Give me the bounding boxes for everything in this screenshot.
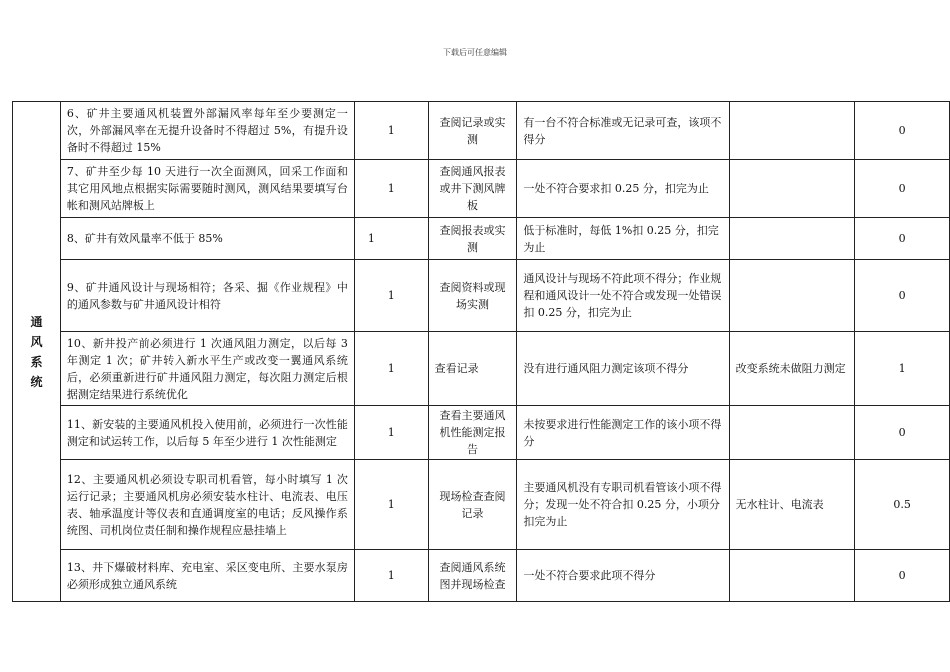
item-cell: 12、主要通风机必须设专职司机看管，每小时填写 1 次运行记录；主要通风机房必须安装水柱计、电流表、电压表、轴承温度计等仪表和直通调度室的电话；反风操作系统图、司机岗位责任制和操作规程应悬挂墙上 (60, 460, 354, 550)
item-cell: 6、矿井主要通风机装置外部漏风率每年至少要测定一次，外部漏风率在无提升设备时不得超过 5%，有提升设备时不得超过 15% (60, 102, 354, 160)
table-row (13, 332, 950, 406)
score-cell: 1 (354, 406, 428, 460)
item-cell: 10、新井投产前必须进行 1 次通风阻力测定，以后每 3 年测定 1 次；矿井转入新水平生产或改变一翼通风系统后，必须重新进行矿井通风阻力测定，每次阻力测定后根据测定结果进行系统优化 (60, 332, 354, 406)
item-cell: 13、井下爆破材料库、充电室、采区变电所、主要水泵房必须形成独立通风系统 (60, 550, 354, 602)
page-header: 下载后可任意编辑 (443, 48, 507, 57)
deduction-cell: 1 (855, 332, 950, 406)
issue-cell: 无水柱计、电流表 (729, 460, 855, 550)
deduction-cell: 0 (855, 102, 950, 160)
standard-cell: 主要通风机没有专职司机看管该小项不得分；发现一处不符合扣 0.25 分，小项分扣完为止 (517, 460, 729, 550)
method-cell: 查看主要通风机性能测定报告 (428, 406, 517, 460)
issue-cell (729, 218, 855, 260)
issue-cell (729, 102, 855, 160)
score-cell: 1 (354, 550, 428, 602)
score-cell: 1 (354, 160, 428, 218)
category-label: 通风系统 (30, 314, 43, 389)
score-cell: 1 (354, 332, 428, 406)
standard-cell: 未按要求进行性能测定工作的该小项不得分 (517, 406, 729, 460)
standard-cell: 有一台不符合标准或无记录可查，该项不得分 (517, 102, 729, 160)
standard-cell: 一处不符合要求扣 0.25 分，扣完为止 (517, 160, 729, 218)
table-row (13, 218, 950, 260)
table-row (13, 460, 950, 550)
deduction-cell: 0 (855, 406, 950, 460)
table-row (13, 160, 950, 218)
standard-cell: 没有进行通风阻力测定该项不得分 (517, 332, 729, 406)
score-cell: 1 (354, 460, 428, 550)
method-cell: 查阅记录或实测 (428, 102, 517, 160)
method-cell: 查阅报表或实测 (428, 218, 517, 260)
issue-cell (729, 260, 855, 332)
table-row (13, 102, 950, 160)
deduction-cell: 0 (855, 160, 950, 218)
score-cell: 1 (354, 260, 428, 332)
method-cell: 现场检查查阅记录 (428, 460, 517, 550)
deduction-cell: 0 (855, 550, 950, 602)
deduction-cell: 0 (855, 218, 950, 260)
category-cell (13, 102, 61, 602)
standard-cell: 一处不符合要求此项不得分 (517, 550, 729, 602)
issue-cell (729, 550, 855, 602)
ventilation-system-table (12, 101, 950, 602)
issue-cell (729, 406, 855, 460)
method-cell: 查阅通风报表或井下测风牌板 (428, 160, 517, 218)
item-cell: 11、新安装的主要通风机投入使用前，必须进行一次性能测定和试运转工作，以后每 5 年至少进行 1 次性能测定 (60, 406, 354, 460)
item-cell: 8、矿井有效风量率不低于 85% (60, 218, 354, 260)
issue-cell (729, 160, 855, 218)
score-cell: 1 (354, 218, 428, 260)
standard-cell: 通风设计与现场不符此项不得分；作业规程和通风设计一处不符合或发现一处错误扣 0.25 分，扣完为止 (517, 260, 729, 332)
table-row (13, 260, 950, 332)
item-cell: 9、矿井通风设计与现场相符；各采、掘《作业规程》中的通风参数与矿井通风设计相符 (60, 260, 354, 332)
issue-cell: 改变系统未做阻力测定 (729, 332, 855, 406)
table-row (13, 550, 950, 602)
item-cell: 7、矿井至少每 10 天进行一次全面测风，回采工作面和其它用风地点根据实际需要随时测风，测风结果要填写台帐和测风站牌板上 (60, 160, 354, 218)
deduction-cell: 0 (855, 260, 950, 332)
table-row (13, 406, 950, 460)
standard-cell: 低于标准时，每低 1%扣 0.25 分，扣完为止 (517, 218, 729, 260)
method-cell: 查看记录 (428, 332, 517, 406)
method-cell: 查阅资料或现场实测 (428, 260, 517, 332)
score-cell: 1 (354, 102, 428, 160)
method-cell: 查阅通风系统图并现场检查 (428, 550, 517, 602)
deduction-cell: 0.5 (855, 460, 950, 550)
